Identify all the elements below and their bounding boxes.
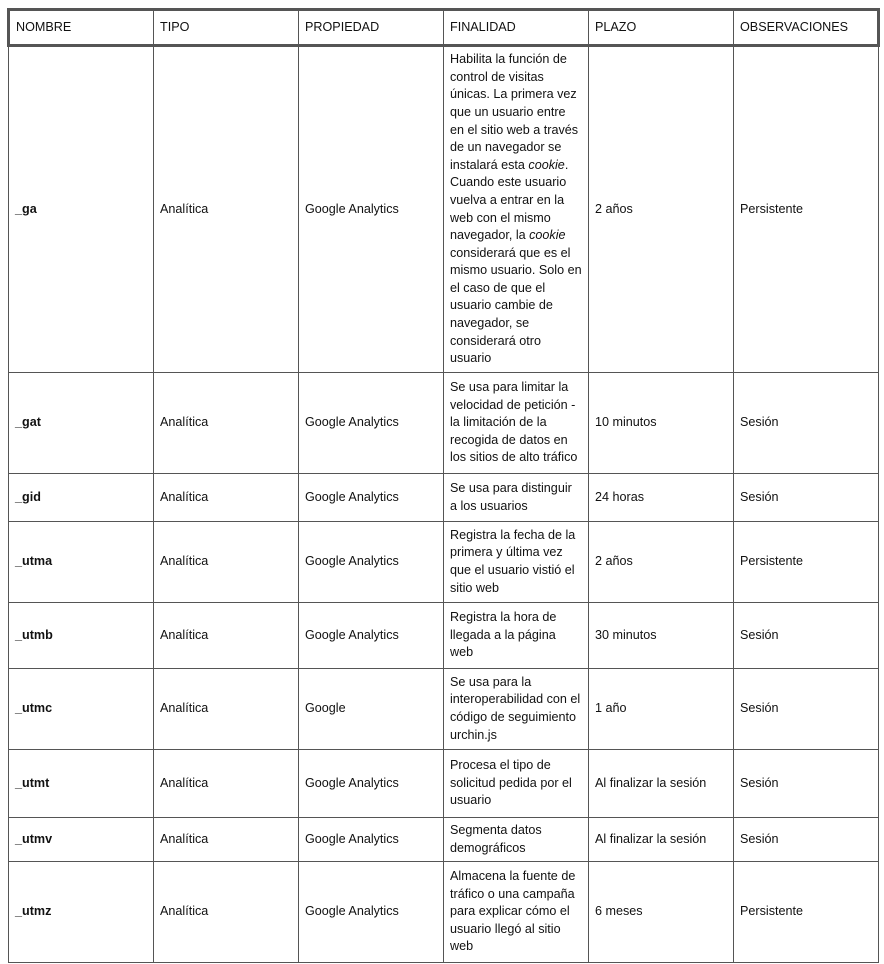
- table-row: [9, 474, 879, 522]
- text-segment: Se usa para distinguir a los usuarios: [450, 480, 572, 513]
- table-row: [9, 750, 879, 818]
- cell-finalidad: [444, 669, 589, 750]
- cell-tipo: Analítica: [154, 522, 299, 603]
- cell-plazo: 2 años: [589, 46, 734, 373]
- cell-plazo: 2 años: [589, 522, 734, 603]
- cell-observaciones: Sesión: [734, 603, 879, 669]
- header-tipo: TIPO: [154, 10, 299, 46]
- cell-observaciones: Sesión: [734, 669, 879, 750]
- text-segment: Habilita la función de control de visitas únicas. La primera vez que un usuario entre en el sitio web a través de un navegador se instalará esta: [450, 52, 579, 172]
- table-row: [9, 862, 879, 963]
- cell-nombre: _utmz: [9, 862, 154, 963]
- cell-plazo: Al finalizar la sesión: [589, 750, 734, 818]
- header-observaciones: OBSERVACIONES: [734, 10, 879, 46]
- cell-finalidad: [444, 750, 589, 818]
- cell-observaciones: Persistente: [734, 862, 879, 963]
- text-segment: Segmenta datos demográficos: [450, 822, 542, 855]
- cell-plazo: Al finalizar la sesión: [589, 818, 734, 862]
- cell-finalidad: [444, 818, 589, 862]
- cell-tipo: Analítica: [154, 46, 299, 373]
- italic-term: cookie: [529, 228, 566, 243]
- cell-nombre: _ga: [9, 46, 154, 373]
- table-row: [9, 46, 879, 373]
- cell-observaciones: Sesión: [734, 750, 879, 818]
- header-plazo: PLAZO: [589, 10, 734, 46]
- cell-propiedad: Google Analytics: [299, 750, 444, 818]
- header-nombre: NOMBRE: [9, 10, 154, 46]
- table-row: [9, 603, 879, 669]
- cell-tipo: Analítica: [154, 669, 299, 750]
- cell-plazo: 10 minutos: [589, 373, 734, 474]
- cell-tipo: Analítica: [154, 474, 299, 522]
- cell-observaciones: Persistente: [734, 46, 879, 373]
- cell-propiedad: Google Analytics: [299, 862, 444, 963]
- cookies-table: [7, 8, 880, 963]
- cell-plazo: 6 meses: [589, 862, 734, 963]
- text-segment: Registra la fecha de la primera y última vez que el usuario vistió el sitio web: [450, 527, 576, 595]
- cell-propiedad: Google: [299, 669, 444, 750]
- cell-nombre: _utmv: [9, 818, 154, 862]
- table-row: [9, 373, 879, 474]
- italic-term: cookie: [528, 157, 565, 172]
- table-row: [9, 818, 879, 862]
- cell-nombre: _gat: [9, 373, 154, 474]
- text-segment: Registra la hora de llegada a la página web: [450, 610, 557, 660]
- header-propiedad: PROPIEDAD: [299, 10, 444, 46]
- cell-tipo: Analítica: [154, 750, 299, 818]
- text-segment: Se usa para limitar la velocidad de petición - la limitación de la recogida de datos en los sitios de alto tráfico: [450, 380, 578, 465]
- cell-propiedad: Google Analytics: [299, 818, 444, 862]
- cell-tipo: Analítica: [154, 373, 299, 474]
- cell-plazo: 24 horas: [589, 474, 734, 522]
- cell-propiedad: Google Analytics: [299, 474, 444, 522]
- text-segment: . Cuando este usuario vuelva a entrar en la web con el mismo navegador, la: [450, 157, 569, 243]
- text-segment: considerará que es el mismo usuario. Solo en el caso de que el usuario cambie de navegador, se considerará otro usuario: [450, 245, 582, 366]
- cell-observaciones: Sesión: [734, 818, 879, 862]
- cell-observaciones: Sesión: [734, 474, 879, 522]
- cell-propiedad: Google Analytics: [299, 603, 444, 669]
- header-finalidad: FINALIDAD: [444, 10, 589, 46]
- text-segment: Procesa el tipo de solicitud pedida por el usuario: [450, 758, 572, 808]
- cell-observaciones: Sesión: [734, 373, 879, 474]
- cell-nombre: _utmb: [9, 603, 154, 669]
- cell-nombre: _utmt: [9, 750, 154, 818]
- cell-plazo: 1 año: [589, 669, 734, 750]
- cell-propiedad: Google Analytics: [299, 373, 444, 474]
- cell-finalidad: [444, 373, 589, 474]
- cell-nombre: _utmc: [9, 669, 154, 750]
- cell-plazo: 30 minutos: [589, 603, 734, 669]
- header-row: [9, 10, 879, 46]
- cell-observaciones: Persistente: [734, 522, 879, 603]
- cell-tipo: Analítica: [154, 603, 299, 669]
- cell-tipo: Analítica: [154, 818, 299, 862]
- cell-propiedad: Google Analytics: [299, 522, 444, 603]
- cell-nombre: _gid: [9, 474, 154, 522]
- cell-tipo: Analítica: [154, 862, 299, 963]
- table-row: [9, 522, 879, 603]
- cell-finalidad: [444, 862, 589, 963]
- cell-finalidad: [444, 522, 589, 603]
- table-row: [9, 669, 879, 750]
- cell-nombre: _utma: [9, 522, 154, 603]
- text-segment: Se usa para la interoperabilidad con el código de seguimiento urchin.js: [450, 674, 581, 742]
- cell-finalidad: [444, 474, 589, 522]
- cell-propiedad: Google Analytics: [299, 46, 444, 373]
- text-segment: Almacena la fuente de tráfico o una campaña para explicar cómo el usuario llegó al sitio web: [450, 869, 576, 954]
- cell-finalidad: [444, 46, 589, 373]
- cell-finalidad: [444, 603, 589, 669]
